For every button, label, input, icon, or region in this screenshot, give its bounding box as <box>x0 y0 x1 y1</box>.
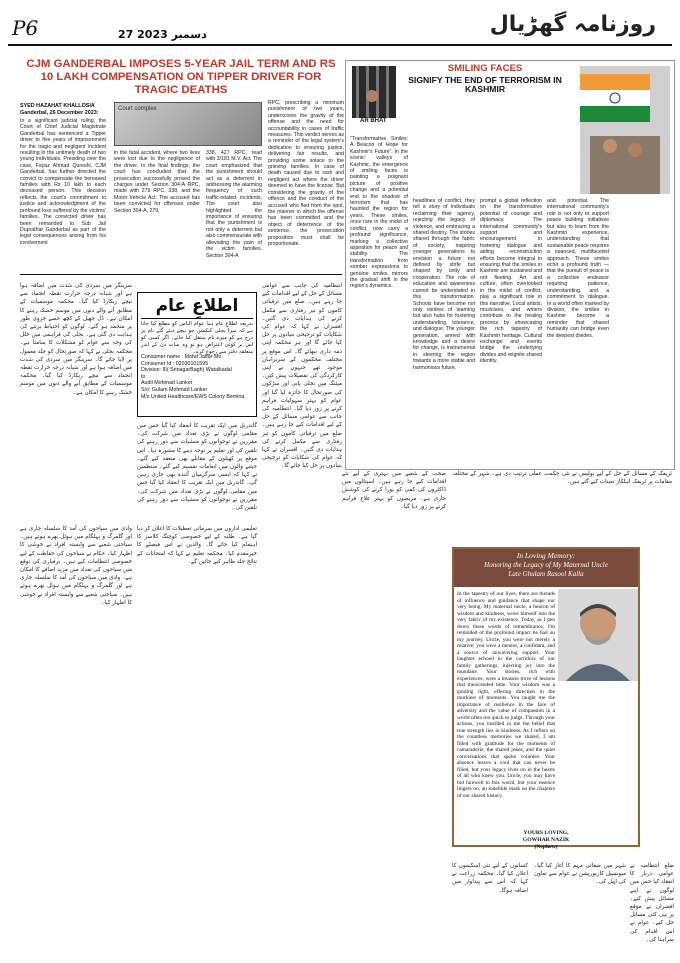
smiling-faces-subtitle: SIGNIFY THE END OF TERRORISM IN KASHMIR <box>408 75 562 95</box>
consumer-name: Consumer name : Mohd Jaffar Mir <box>141 354 222 360</box>
flag-crowd-photo <box>580 66 670 194</box>
masthead <box>8 12 672 46</box>
sf-column-1: "Transformative Smiles: A Beacon of Hope for Kashmir's Future". In the scenic valleys of Kashmir, the emergence of smiling faces is painting a poignant picture of positive change and a potential end to the shadow of terrorism that has haunted the region for years. These smiles, once rare in the midst of conflict, now carry a profound significance, marking a collective aspiration for peace and stability. The transformation from somber expressions to genuine smiles mirrors the gradual shift in the region's dynamics. <box>350 136 408 290</box>
memorial-line-2: Honoring the Legacy of My Maternal Uncle <box>484 561 608 569</box>
sf-column-2: headlines of conflict, they tell a story of individuals reclaiming their agency, rejecting the legacy of violence, and embracing a shared destiny. The stories shared through the fabric of society, inspiring younger generations to envision a future not defined by strife but shaped by unity and cooperation. The role of education and awareness cannot be understated in this transformation. Schools have become not only centres of learning but also hubs for fostering understanding, tolerance, and dialogue. The younger generation, armed with knowledge and a desire for change, is instrumental in steering the region towards a more stable and harmonious future. <box>413 198 475 371</box>
sf-column-3: prompt a global reflection on the transformative potential of courage and diplomacy. The international community's support and encouragement in fostering dialogue and aiding reconstruction efforts become integral to ensuring that the smiles in Kashmir are sustained and not fleeting. Art and culture, often overlooked in the midst of conflict, play a significant role in this narrative. Local artists, musicians, and writers contribute to the healing process by showcasing the rich tapestry of Kashmiri heritage. Cultural exchange and events bridge the underlying divides and reignite shared identity. <box>480 198 543 365</box>
cjm-column-1: In a significant judicial ruling, the Court of Chief Judicial Magistrate Ganderbal has sentenced a Tipper driver to five years of imprisonment for the tragic and negligent incident resulting in the untimely death of two young individuals. Presiding over the case, Fayaz Ahmad Qureshi, CJM Ganderbal, has further directed the convict to compensate the bereaved families with Rs 10 lakh to each deceased person. This decision reflects the court's commitment to justice and acknowledgment of the profound loss suffered by the victims' families. The convicted driver has been remanded to Sub Jail Duprathar Ganderbal as part of the legal consequences arising from his involvement <box>20 118 106 246</box>
notice-title: اطلاعِ عام <box>141 296 253 319</box>
signer-name: GOWHAR NAZIR <box>522 837 570 843</box>
court-photo-caption: Court complex <box>118 106 157 112</box>
urdu-column-c: گاندربل میں ایک تقریب کا انعقاد کیا گیا جس میں مقامی لوگوں نے بڑی تعداد میں شرکت کی۔ مقررین نے نوجوانوں کو منشیات سے دور رہنے کی تلقین کی اور تعلیم پر توجہ دینے کا مشورہ دیا۔ اس موقع پر کھیلوں کے مقابلے بھی منعقد کیے گئے۔ جیتنے والوں میں انعامات تقسیم کیے گئے۔ منتظمین نے کہا کہ ایسی سرگرمیاں آئندہ بھی جاری رہیں گی۔ گاندربل میں ایک تقریب کا انعقاد کیا گیا جس میں مقامی لوگوں نے بڑی تعداد میں شرکت کی۔ مقررین نے نوجوانوں کو منشیات سے دور رہنے کی تلقین کی۔ <box>137 423 257 512</box>
urdu-column-g: ٹریفک کے مسائل کے حل کے لیے پولیس نے نئی حکمت عملی ترتیب دی ہے۔ شہر کے مختلف مقامات پر ٹریفک اہلکار تعینات کیے گئے ہیں۔ <box>452 471 672 486</box>
notice-urdu-body: بذریعہ اطلاعِ عام ہذا عوام الناس کو مطلع کیا جاتا ہے کہ میرا بجلی کنکشن جو نیچے دیئے گئے نام پر درج ہے کو میرے نام منتقل کیا جائے۔ اگر کسی کو اس پر کوئی اعتراض ہو تو وہ سات دن کے اندر متعلقہ دفتر سے رجوع کرے۔ <box>141 321 253 355</box>
section-divider <box>20 274 342 275</box>
signoff: YOURS LOVING, <box>523 830 569 836</box>
cjm-column-2: in the fatal accident, where two lives were lost due to the negligence of the driver. In the final findings, the court has concluded that the prosecution successfully proved the charges under Section 304-A RPC, made with 279 RPC, 338, and the Motor Vehicle Act. The accused has been convicted for offenses under Section 304-A, 279, <box>114 150 200 214</box>
urdu-column-i: شہر میں صفائی مہم کا آغاز کیا گیا۔ میونسپل کارپوریشن نے عوام سے تعاون کی اپیل کی۔ <box>534 863 626 886</box>
signer-relation: (Nephew) <box>534 844 558 850</box>
cjm-author: SYED HAZAHAT KHALLOSIA <box>20 103 95 109</box>
urdu-column-e: تعلیمی اداروں میں سرمائی تعطیلات کا اعلان کر دیا گیا ہے۔ طلبہ کے لیے خصوصی کوچنگ کلاسز کا اہتمام کیا جائے گا۔ والدین نے اس فیصلے کا خیرمقدم کیا۔ محکمہ تعلیم نے کہا کہ امتحانات کے نتائج جلد ظاہر کیے جائیں گے۔ <box>136 526 257 565</box>
notice-to: to <box>141 373 146 380</box>
division: Division: III( SrinagarBagh) Watalkadal <box>141 367 232 374</box>
consumer-id: Consumer Id : 02030101595 <box>141 360 209 367</box>
memorial-body-top: In the tapestry of our lives, there are threads of influence and guidance that shape our very being. My maternal uncle, a beacon of wisdom and kindness, wove himself into the very fabric of my existence. Today, as I pen down these words of remembrance, I'm reminded of the profound impact he had on my journey. Uncle, you were not merely a relative; you were a mentor, a confidant, and a source of unwavering support. Your laughter echoed in the corridors of our family gatherings, injecting joy into the mundane. Your stories, rich with experiences, were a treasure trove of lessons that transcended time. Your wisdom was a guiding light, offering direction in the murkiest of moments. You taught me the importance of resilience in the face of adversity and the value of compassion in a world often too quick to judge. Through your actions, you instilled in me the belief that true strength lies in kindness. As I reflect on the countless memories we shared, I am filled with gratitude for the moments of camaraderie, the shared jokes, and the quiet conversations that spoke volumes. Your absence leaves a void that can never be filled, but your legacy lives on in the hearts of all who knew you. Uncle, you may have bid farewell to this world, but your essence lingers on, an indelible mark on the chapters of our shared history. <box>457 591 555 799</box>
smiling-faces-byline: AR BHAT <box>360 118 387 124</box>
address: M/s United Healthcare/EWS Colony Bemina <box>141 393 245 400</box>
newspaper-name: روزنامہ گھڑیال <box>489 12 656 37</box>
new-name: Audil Mohmad Lanker <box>141 380 193 387</box>
page-number: P6 <box>12 16 39 40</box>
memorial-heading <box>454 549 638 587</box>
urdu-column-d: وادی میں سیاحوں کی آمد کا سلسلہ جاری ہے اور گلمرگ و پہلگام میں ہوٹل بھرے ہوئے ہیں۔ سیاحتی شعبے سے وابستہ افراد نے خوشی کا اظہار کیا۔ حکام نے سیاحوں کی حفاظت کے لیے خصوصی انتظامات کیے ہیں۔ برفباری کی توقع میں سیاحوں کی تعداد میں مزید اضافے کا امکان ہے۔ وادی میں سیاحوں کی آمد کا سلسلہ جاری ہے اور گلمرگ و پہلگام میں ہوٹل بھرے ہوئے ہیں۔ سیاحتی شعبے سے وابستہ افراد نے خوشی کا اظہار کیا۔ <box>20 526 132 606</box>
cjm-headline-box <box>20 58 342 100</box>
cjm-dateline: Ganderbal, 26 December 2023: <box>20 110 99 116</box>
urdu-column-j: ضلع انتظامیہ نے عوامی دربار کا انعقاد کیا جس میں لوگوں نے اپنے مسائل پیش کیے۔ افسران نے موقع پر ہی کئی مسائل حل کیے۔ عوام نے اس اقدام کی سراہنا کی۔ <box>630 863 674 943</box>
memorial-line-3: Late Ghulam Rasool Kalla <box>508 570 584 578</box>
urdu-column-b: سرینگر میں سردی کی شدت میں اضافہ ہوا ہے اور شبانہ درجہ حرارت نقطہ انجماد سے نیچے ریکارڈ کیا گیا۔ محکمہ موسمیات کے مطابق آنے والے دنوں میں موسم خشک رہنے کا امکان ہے۔ ڈل جھیل کے کچھ حصے جزوی طور پر منجمد ہو گئے۔ لوگوں کو احتیاط برتنے کی ہدایت دی گئی ہے۔ بجلی کی فراہمی میں خلل کی وجہ سے عوام کو مشکلات کا سامنا ہے۔ محکمہ بجلی نے کہا کہ صورتحال کو جلد معمول پر لایا جائے گا۔ سرینگر میں سردی کی شدت میں اضافہ ہوا ہے اور شبانہ درجہ حرارت نقطہ انجماد سے نیچے ریکارڈ کیا گیا۔ محکمہ موسمیات کے مطابق آنے والے دنوں میں موسم خشک رہنے کا امکان ہے۔ <box>20 283 132 396</box>
cjm-byline <box>20 103 99 117</box>
urdu-column-h: کسانوں کے لیے نئی اسکیموں کا اعلان کیا گیا۔ محکمہ زراعت نے کہا کہ اس سے پیداوار میں اضافہ ہوگا۔ <box>452 863 528 894</box>
court-photo <box>114 102 262 146</box>
memorial-text <box>457 591 637 799</box>
issue-date: 27 دسمبر 2023 <box>118 28 207 41</box>
cjm-headline: CJM GANDERBAL IMPOSES 5-YEAR JAIL TERM AND RS 10 LAKH COMPENSATION ON TIPPER DRIVER FOR TRAGIC DEATHS <box>26 58 336 96</box>
urdu-column-a: انتظامیہ کی جانب سے عوامی مسائل کے حل کے لیے اقدامات کیے جا رہے ہیں۔ ضلع میں ترقیاتی کاموں کو تیز رفتاری سے مکمل کرنے کی ہدایات دی گئیں۔ افسران نے کہا کہ عوام کی شکایات کو ترجیحی بنیادوں پر حل کیا جائے گا اور ہر محکمہ اپنی ذمہ داری نبھائے گا۔ اس موقع پر مختلف محکموں کے سربراہان موجود تھے جنہوں نے اپنی کارکردگی کی تفصیلات پیش کیں۔ میٹنگ میں بجلی پانی اور سڑکوں کی صورتحال کا جائزہ لیا گیا اور عوام کو بہتر سہولیات فراہم کرنے پر زور دیا گیا۔ انتظامیہ کی جانب سے عوامی مسائل کے حل کے لیے اقدامات کیے جا رہے ہیں۔ ضلع میں ترقیاتی کاموں کو تیز رفتاری سے مکمل کرنے کی ہدایات دی گئیں۔ افسران نے کہا کہ عوام کی شکایات کو ترجیحی بنیادوں پر حل کیا جائے گا۔ <box>262 283 342 470</box>
memorial-signature <box>452 830 640 851</box>
public-notice <box>137 292 257 417</box>
smiling-faces-title: SMILING FACES <box>447 63 523 74</box>
sf-column-4: and potential. The international community's role is not only to support peace building initiatives but also to learn from the Kashmiri experience, understanding that sustainable peace requires a nuanced, multifaceted approach. These smiles echo a profound truth — that the pursuit of peace is a collective endeavor requiring patience, understanding, and a commitment to dialogue. In a world often marked by division, the smiles in Kashmir become a reminder that shared humanity can bridge even the deepest divides. <box>547 198 610 339</box>
memorial-line-1: In Loving Memory: <box>516 551 576 560</box>
notice-details <box>141 354 253 400</box>
cjm-column-3: 338, 427 RPC, read with 3/181 M.V. Act. The court emphasized that the punishment should act as a deterrent in addressing the alarming frequency of such traffic-related incidents. The court also highlighted the importance of ensuring that the punishment is not only a deterrent but also commensurate with alleviating the pain of the victim families. Section 304-A <box>206 150 262 259</box>
parent-name: S/o: Gulam Mohmad Lanker <box>141 386 208 393</box>
cjm-column-4: RPC, prescribing a minimum punishment of two years, underscores the gravity of the offense and the need for accountability in cases of traffic measures. This verdict serves as a reminder of the legal system's dedication to ensuring justice, delivering fair results, and providing some solace to the grieving families. In case of death caused due to rash and negligent act where the driver deemed to have the license. But considering the gravity of the offence and the conduct of the accused who fled from the spot, the manner in which the offense has been committed and the object of deterrence of the sentence, the prosecution proposition must shall be proportionate. <box>268 100 344 247</box>
urdu-column-f: صحت کے شعبے میں بہتری کے لیے نئے اقدامات کیے جا رہے ہیں۔ اسپتالوں میں ڈاکٹروں کی کمی کو پورا کرنے کی کوشش جاری ہے۔ مریضوں کو بہتر علاج فراہم کرنے پر زور دیا گیا۔ <box>342 471 446 510</box>
